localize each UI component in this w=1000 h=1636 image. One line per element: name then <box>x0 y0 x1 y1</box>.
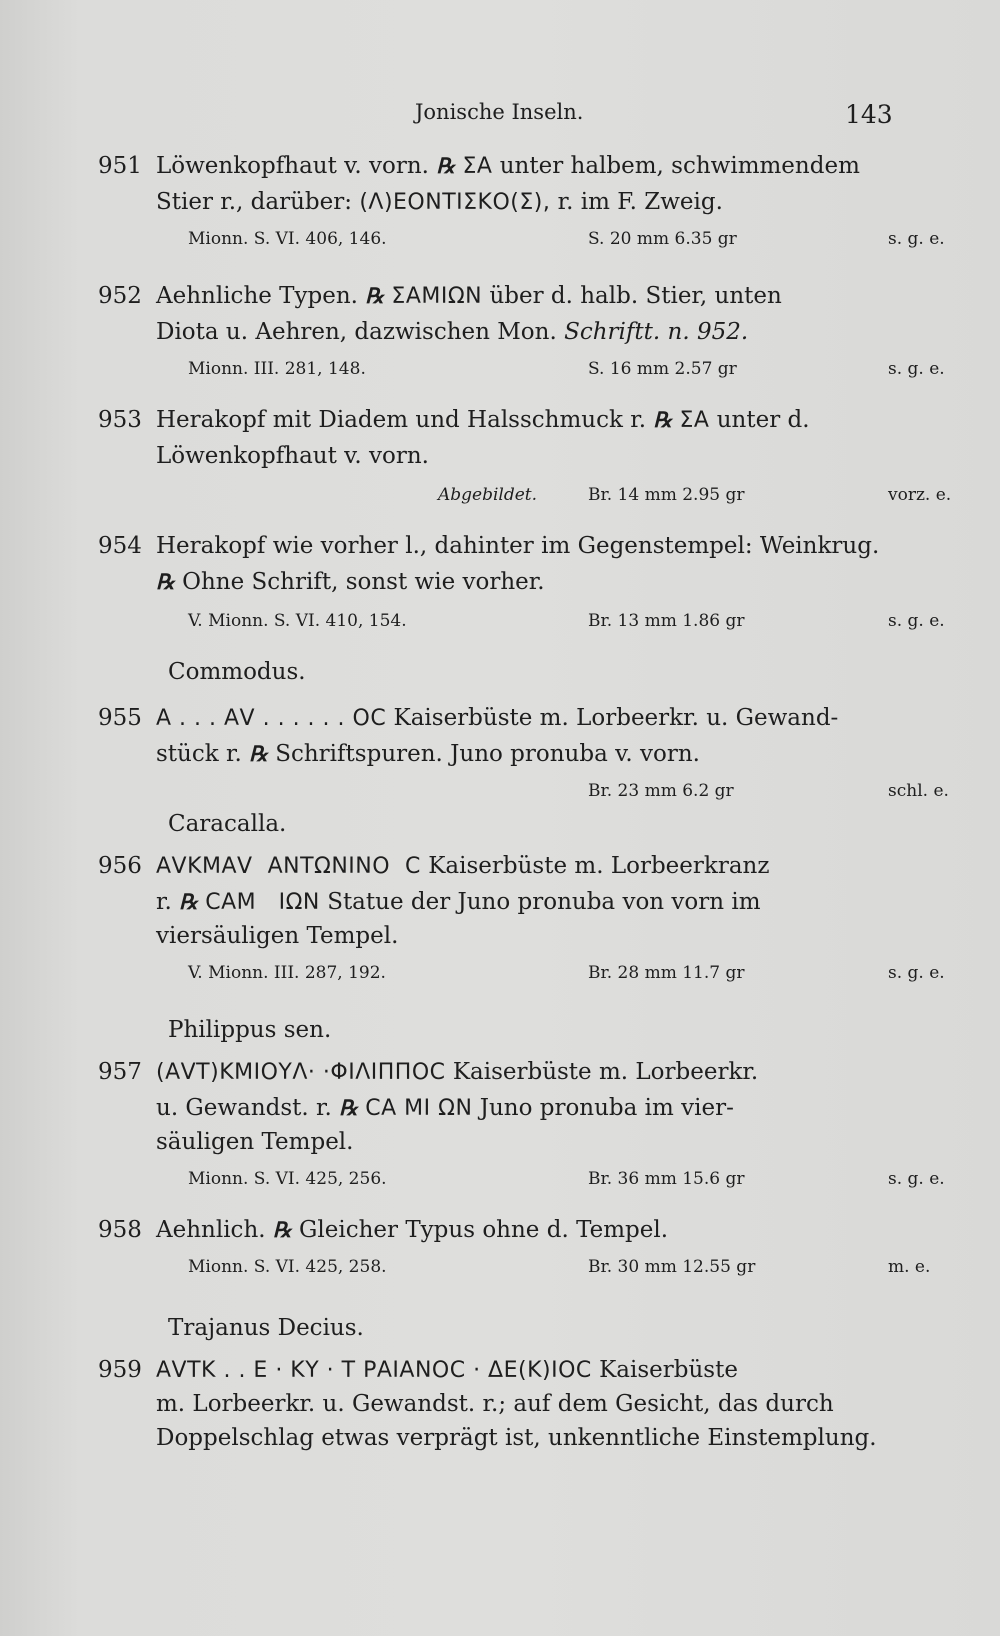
entry-line <box>98 150 860 183</box>
page-number: 143 <box>845 100 893 129</box>
entry-number: 958 <box>98 1217 142 1243</box>
entry-line <box>156 440 429 472</box>
reference: Mionn. III. 281, 148. <box>188 359 366 379</box>
entry-text: unter d. <box>716 407 810 433</box>
entry-text: r. im F. Zweig. <box>557 189 723 215</box>
reverse-symbol: ℞ <box>339 1095 358 1120</box>
condition-grade: s. g. e. <box>888 229 945 249</box>
coin-size-weight: Br. 28 mm 11.7 gr <box>588 963 745 983</box>
entry-text: Herakopf mit Diadem und Halsschmuck r. <box>156 407 647 433</box>
entry-line <box>156 1422 877 1454</box>
entry-text-italic: Schriftt. n. 952. <box>564 319 749 345</box>
entry-text: Statue der Juno pronuba von vorn im <box>327 889 761 915</box>
entry-line <box>156 1126 353 1158</box>
entry-text: Juno pronuba im vier- <box>479 1095 734 1121</box>
greek-legend: CΑΜ ΙΩΝ <box>205 890 320 915</box>
running-head: Jonische Inseln. <box>415 100 584 124</box>
greek-legend: (Λ)ΕΟΝΤΙΣΚΟ(Σ), <box>359 190 551 215</box>
entry-line <box>156 316 748 348</box>
entry-number: 957 <box>98 1059 142 1085</box>
entry-text: Herakopf wie vorher l., dahinter im Gegenstempel: Weinkrug. <box>156 533 880 559</box>
entry-meta <box>188 356 978 382</box>
reference: Mionn. S. VI. 425, 256. <box>188 1169 387 1189</box>
entry-meta <box>188 1254 978 1280</box>
reverse-symbol: ℞ <box>436 153 456 178</box>
reverse-symbol: ℞ <box>365 283 385 308</box>
entry-text: Kaiserbüste m. Lorbeerkr. u. Gewand- <box>393 705 839 731</box>
entry-meta <box>188 608 978 634</box>
entry-line <box>98 1214 668 1246</box>
entry-text: Ohne Schrift, sonst wie vorher. <box>182 569 545 595</box>
greek-legend: (ΑVΤ)ΚΜΙΟΥΛ· ·ΦΙΛΙΠΠΟC <box>156 1060 446 1085</box>
condition-grade: schl. e. <box>888 781 949 801</box>
entry-text: Schriftspuren. Juno pronuba v. vorn. <box>275 741 700 767</box>
entry-line <box>156 566 545 598</box>
condition-grade: s. g. e. <box>888 963 945 983</box>
entry-text: unter halbem, schwimmendem <box>499 153 860 179</box>
reference: Mionn. S. VI. 406, 146. <box>188 229 387 249</box>
condition-grade: vorz. e. <box>888 485 952 505</box>
entry-meta <box>188 482 978 508</box>
entry-text: Kaiserbüste m. Lorbeerkranz <box>428 853 770 879</box>
entry-line <box>98 280 782 313</box>
entry-text: r. <box>156 889 172 915</box>
condition-grade: s. g. e. <box>888 359 945 379</box>
entry-text: Kaiserbüste m. Lorbeerkr. <box>452 1059 759 1085</box>
section-heading-philippus: Philippus sen. <box>168 1017 332 1043</box>
entry-line <box>156 1092 734 1125</box>
entry-number: 955 <box>98 705 142 731</box>
reference: V. Mionn. S. VI. 410, 154. <box>188 611 407 631</box>
entry-text: u. Gewandst. r. <box>156 1095 332 1121</box>
entry-text: Diota u. Aehren, dazwischen Mon. <box>156 319 557 345</box>
greek-legend: ΣΑ <box>462 154 493 179</box>
reverse-symbol: ℞ <box>249 741 268 766</box>
reverse-symbol: ℞ <box>272 1217 292 1242</box>
entry-text: Stier r., darüber: <box>156 189 352 215</box>
coin-size-weight: Br. 13 mm 1.86 gr <box>588 611 745 631</box>
entry-line <box>156 920 398 952</box>
coin-size-weight: Br. 14 mm 2.95 gr <box>588 485 745 505</box>
entry-line <box>98 702 838 735</box>
entry-number: 954 <box>98 533 142 559</box>
page-header <box>0 100 1000 130</box>
greek-legend: ΣΑΜΙΩΝ <box>391 284 483 309</box>
entry-number: 959 <box>98 1357 142 1383</box>
greek-legend: ΑVΚΜΑV ΑΝΤΩΝΙΝΟ C <box>156 854 421 879</box>
entry-line <box>98 530 879 562</box>
entry-line <box>156 186 723 219</box>
entry-line <box>98 1056 758 1089</box>
entry-text: über d. halb. Stier, unten <box>489 283 782 309</box>
greek-legend: Α . . . ΑV . . . . . . ΟC <box>156 706 387 731</box>
condition-grade: s. g. e. <box>888 611 945 631</box>
entry-text: Aehnlich. <box>156 1217 266 1243</box>
entry-text: viersäuligen Tempel. <box>156 923 399 949</box>
condition-grade: s. g. e. <box>888 1169 945 1189</box>
entry-text: Kaiserbüste <box>599 1357 738 1383</box>
greek-legend: ΣΑ <box>679 408 710 433</box>
reverse-symbol: ℞ <box>179 889 198 914</box>
greek-legend: CΑ ΜΙ ΩΝ <box>365 1096 473 1121</box>
entry-text: Löwenkopfhaut v. vorn. <box>156 443 429 469</box>
reference: Mionn. S. VI. 425, 258. <box>188 1257 387 1277</box>
entry-meta <box>188 778 978 804</box>
reference: Abgebildet. <box>438 485 538 505</box>
entry-number: 952 <box>98 283 142 309</box>
entry-line <box>98 1354 738 1387</box>
entry-meta <box>188 960 978 986</box>
entry-text: m. Lorbeerkr. u. Gewandst. r.; auf dem Gesicht, das durch <box>156 1391 834 1417</box>
entry-text: säuligen Tempel. <box>156 1129 354 1155</box>
entry-number: 953 <box>98 407 142 433</box>
reverse-symbol: ℞ <box>156 569 175 594</box>
entry-number: 956 <box>98 853 142 879</box>
reference: V. Mionn. III. 287, 192. <box>188 963 386 983</box>
entry-line <box>98 850 769 883</box>
condition-grade: m. e. <box>888 1257 931 1277</box>
coin-size-weight: Br. 23 mm 6.2 gr <box>588 781 734 801</box>
entry-meta <box>188 1166 978 1192</box>
entry-text: Doppelschlag etwas verprägt ist, unkenntliche Einstemplung. <box>156 1425 877 1451</box>
coin-size-weight: S. 16 mm 2.57 gr <box>588 359 737 379</box>
entry-meta <box>188 226 978 252</box>
entry-line <box>156 738 700 770</box>
section-heading-commodus: Commodus. <box>168 659 306 685</box>
entry-text: Gleicher Typus ohne d. Tempel. <box>299 1217 669 1243</box>
entry-text: Löwenkopfhaut v. vorn. <box>156 153 429 179</box>
entry-line <box>98 404 810 437</box>
entry-text: stück r. <box>156 741 242 767</box>
section-heading-caracalla: Caracalla. <box>168 811 287 837</box>
greek-legend: ΑVΤΚ . . Ε · ΚΥ · Τ ΡΑΙΑΝΟC · ΔΕ(Κ)ΙΟC <box>156 1358 592 1383</box>
section-heading-trajanus: Trajanus Decius. <box>168 1315 364 1341</box>
entry-line <box>156 1388 834 1420</box>
coin-size-weight: S. 20 mm 6.35 gr <box>588 229 737 249</box>
coin-size-weight: Br. 30 mm 12.55 gr <box>588 1257 756 1277</box>
entry-text: Aehnliche Typen. <box>156 283 358 309</box>
reverse-symbol: ℞ <box>653 407 673 432</box>
coin-size-weight: Br. 36 mm 15.6 gr <box>588 1169 745 1189</box>
entry-number: 951 <box>98 153 142 179</box>
entry-line <box>156 886 761 919</box>
